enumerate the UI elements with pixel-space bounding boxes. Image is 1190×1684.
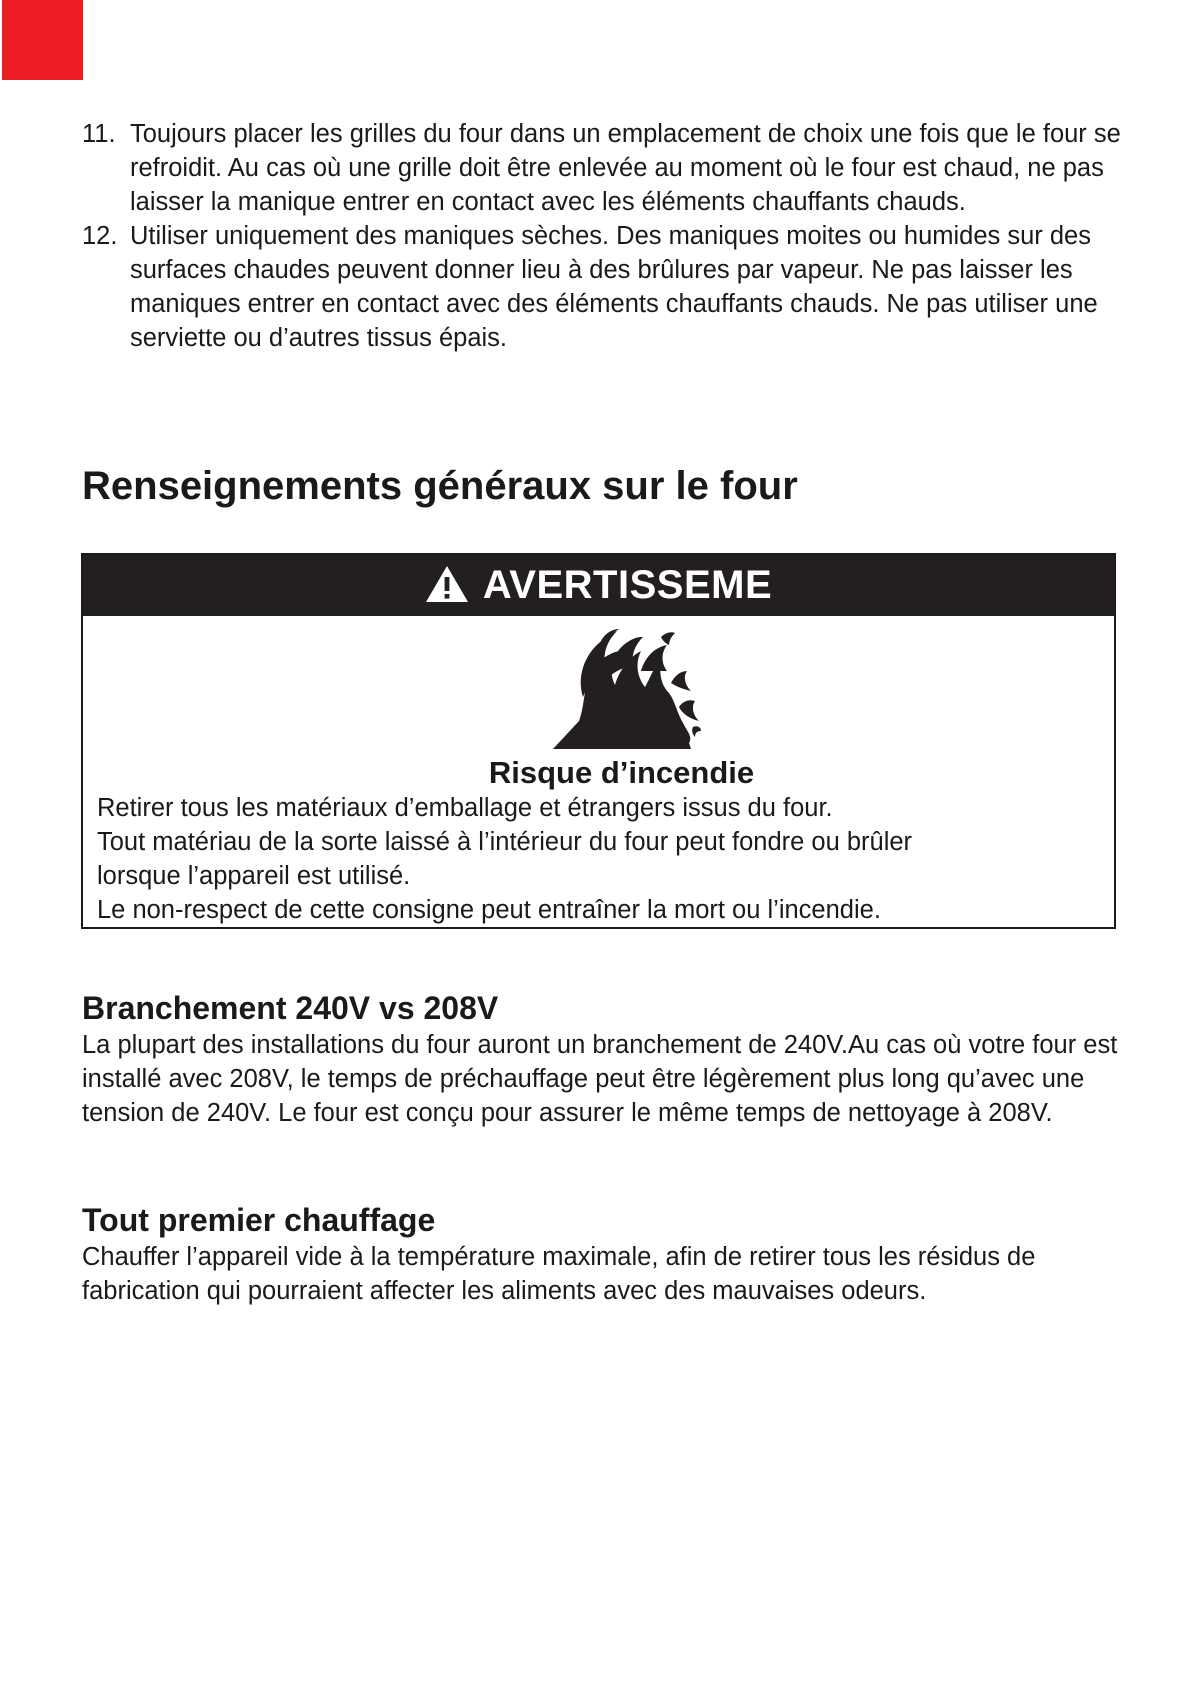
branchement-title: Branchement 240V vs 208V — [82, 990, 499, 1026]
list-item — [82, 219, 1122, 355]
page-corner-tab — [2, 0, 83, 80]
warning-box — [81, 553, 1116, 929]
list-item — [82, 117, 1122, 219]
branchement-text: La plupart des installations du four auront un branchement de 240V.Au cas où votre four est installé avec 208V, le temps de préchauffage peut être légèrement plus long qu’avec une tension de 240V. Le four est conçu pour assurer le même temps de nettoyage à 208V. — [82, 1031, 1118, 1127]
warning-header — [83, 555, 1114, 616]
warning-line: Tout matériau de la sorte laissé à l’intérieur du four peut fondre ou brûler — [97, 828, 913, 856]
warning-triangle-icon — [425, 565, 469, 603]
list-item-number: 12. — [82, 222, 118, 250]
premier-chauffage-text: Chauffer l’appareil vide à la température maximale, afin de retirer tous les résidus de fabrication qui pourraient affecter les aliments avec des mauvaises odeurs. — [82, 1243, 1036, 1305]
fire-icon — [543, 627, 703, 749]
warning-line: Le non-respect de cette consigne peut entraîner la mort ou l’incendie. — [97, 896, 881, 924]
premier-chauffage-title: Tout premier chauffage — [82, 1202, 436, 1238]
warning-header-text: AVERTISSEME — [482, 563, 773, 607]
risk-title: Risque d’incendie — [488, 755, 755, 790]
warning-text — [83, 791, 1114, 927]
section-title: Renseignements généraux sur le four — [82, 464, 798, 508]
list-item-text: Toujours placer les grilles du four dans un emplacement de choix une fois que le four se refroidit. Au cas où une grille doit être enlevée au moment où le four est chaud, ne pas laisser la manique entrer en contact avec les éléments chauffants chauds. — [130, 120, 1121, 216]
list-item-text: Utiliser uniquement des maniques sèches. Des maniques moites ou humides sur des surfaces chaudes peuvent donner lieu à des brûlures par vapeur. Ne pas laisser les maniques entrer en contact avec des éléments chauffants chauds. Ne pas utiliser une serviette ou d’autres tissus épais. — [130, 222, 1098, 352]
warning-line: lorsque l’appareil est utilisé. — [97, 862, 411, 890]
safety-list — [82, 117, 1122, 355]
list-item-number: 11. — [82, 120, 116, 148]
warning-line: Retirer tous les matériaux d’emballage et étrangers issus du four. — [97, 794, 833, 822]
